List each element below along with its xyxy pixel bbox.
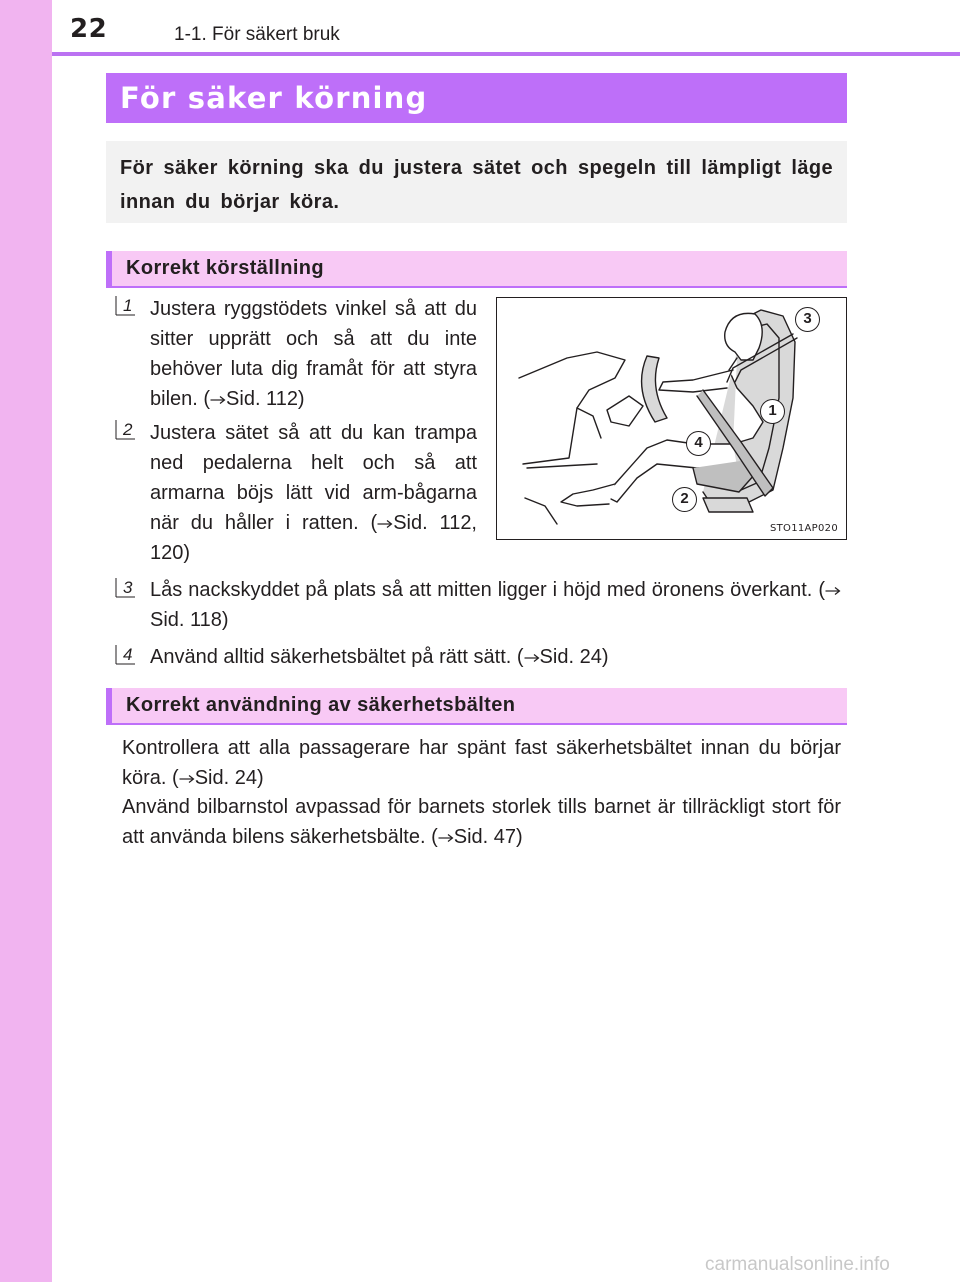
paragraph-text: Kontrollera att alla passagerare har spänt fast säkerhetsbältet innan du börjar köra. ( — [122, 737, 841, 789]
page-reference: Sid. 112) — [226, 388, 305, 410]
item-text: Lås nackskyddet på plats så att mitten ligger i höjd med öronens överkant. ( — [150, 579, 825, 601]
item-number-badge — [114, 294, 137, 316]
item-number: 4 — [123, 645, 133, 664]
list-item — [150, 294, 477, 414]
callout-marker: 3 — [795, 307, 820, 332]
callout-marker: 4 — [686, 431, 711, 456]
arrow-icon — [825, 586, 841, 596]
header-rule — [52, 52, 960, 56]
list-item — [150, 575, 841, 635]
section-heading-bar — [106, 251, 847, 288]
arrow-icon — [524, 653, 540, 663]
page-reference: Sid. 47) — [453, 826, 523, 848]
section-heading: Korrekt körställning — [126, 257, 325, 279]
side-band — [0, 0, 52, 1282]
section-heading: Korrekt användning av säkerhetsbälten — [126, 694, 516, 716]
list-item — [150, 642, 841, 672]
callout-marker: 2 — [672, 487, 697, 512]
arrow-icon — [377, 519, 393, 529]
page-number: 22 — [70, 14, 108, 44]
item-number: 2 — [123, 420, 133, 439]
item-number: 3 — [123, 578, 133, 597]
item-number-badge — [114, 576, 137, 598]
page-reference: Sid. 118) — [150, 609, 229, 631]
watermark: carmanualsonline.info — [705, 1254, 890, 1275]
arrow-icon — [210, 395, 226, 405]
item-number: 1 — [123, 296, 133, 315]
intro-box — [106, 141, 847, 223]
list-item — [150, 418, 477, 568]
intro-text: För säker körning ska du justera sätet och spegeln till lämpligt läge innan du börjar köra. — [120, 157, 833, 213]
arrow-icon — [179, 774, 195, 784]
item-text: Justera ryggstödets vinkel så att du sitter upprätt och så att du inte behöver luta dig framåt för att styra bilen. ( — [150, 298, 477, 410]
callout-marker: 1 — [760, 399, 785, 424]
item-number-badge — [114, 418, 137, 440]
seating-position-illustration — [496, 297, 847, 540]
paragraph — [122, 733, 841, 793]
item-number-badge — [114, 643, 137, 665]
item-text: Justera sätet så att du kan trampa ned pedalerna helt och så att armarna böjs lätt vid arm-bågarna när du håller i ratten. ( — [150, 422, 477, 534]
paragraph — [122, 792, 841, 852]
title-bar — [106, 73, 847, 123]
page-title: För säker körning — [120, 81, 428, 115]
page-reference: Sid. 112, 120) — [150, 512, 477, 564]
item-text: Använd alltid säkerhetsbältet på rätt sätt. ( — [150, 646, 524, 668]
page-reference: Sid. 24) — [539, 646, 609, 668]
running-head: 1-1. För säkert bruk — [174, 24, 340, 45]
figure-code: STO11AP020 — [769, 523, 838, 534]
arrow-icon — [438, 833, 454, 843]
page-reference: Sid. 24) — [194, 767, 264, 789]
paragraph-text: Använd bilbarnstol avpassad för barnets storlek tills barnet är tillräckligt stort för att använda bilens säkerhetsbälte. ( — [122, 796, 841, 848]
section-heading-bar — [106, 688, 847, 725]
